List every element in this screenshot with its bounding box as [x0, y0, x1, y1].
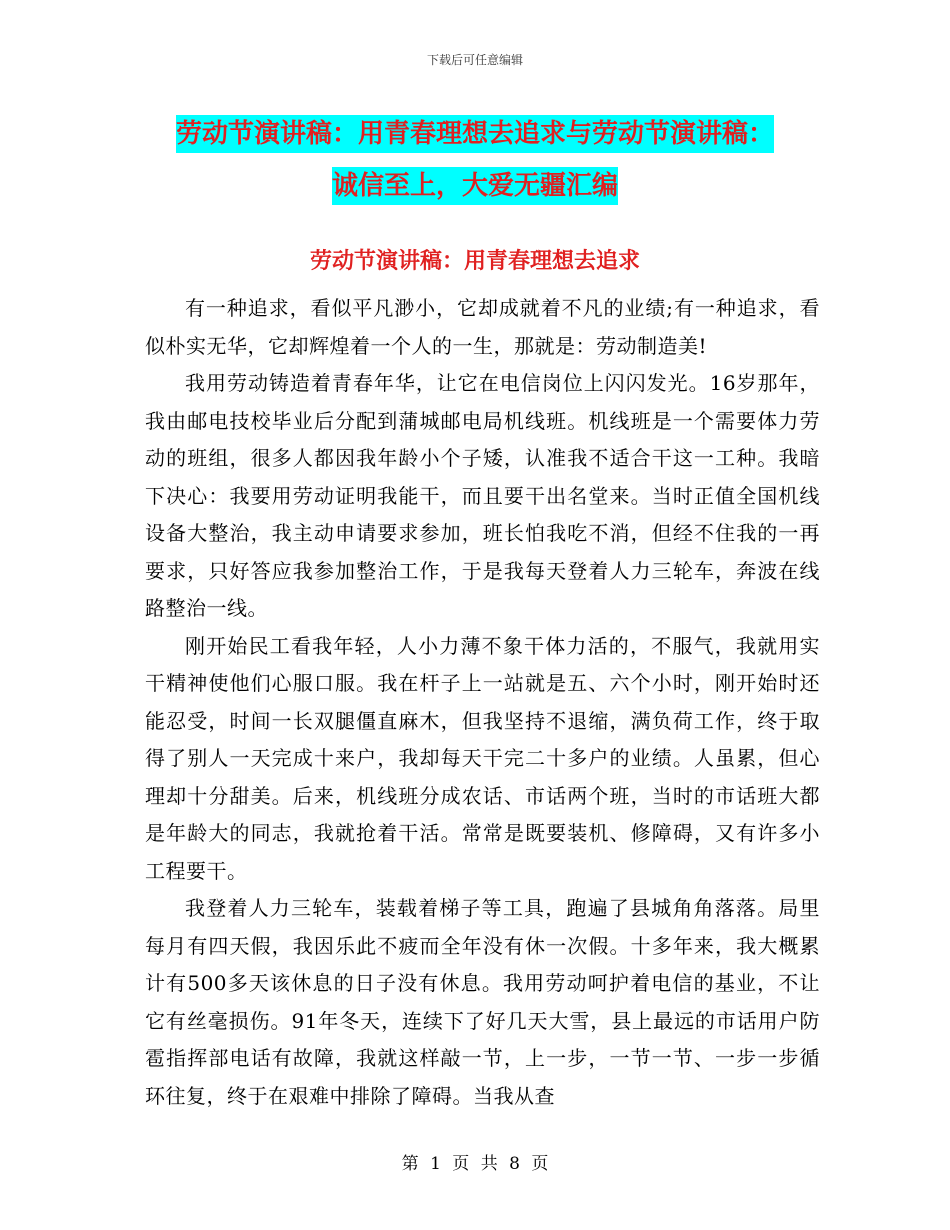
body-text [145, 290, 820, 1115]
paragraph: 有一种追求，看似平凡渺小，它却成就着不凡的业绩;有一种追求，看似朴实无华，它却辉煌着一个人的一生，那就是：劳动制造美! [145, 296, 820, 358]
section-title: 劳动节演讲稿：用青春理想去追求 [309, 249, 640, 274]
paragraph: 我登着人力三轮车，装载着梯子等工具，跑遍了县城角角落落。局里每月有四天假，我因乐此不疲而全年没有休一次假。十多年来，我大概累计有500多天该休息的日子没有休息。我用劳动呵护着电信的基业，不让它有丝毫损伤。91年冬天，连续下了好几天大雪，县上最远的市话用户防雹指挥部电话有故障，我就这样敲一节，上一步，一节一节、一步一步循环往复，终于在艰难中排除了障碍。当我从查 [145, 896, 820, 1108]
paragraph: 刚开始民工看我年轻，人小力薄不象干体力活的，不服气，我就用实干精神使他们心服口服。我在杆子上一站就是五、六个小时，刚开始时还能忍受，时间一长双腿僵直麻木，但我坚持不退缩，满负荷工作，终于取得了别人一天完成十来户，我却每天干完二十多户的业绩。人虽累，但心理却十分甜美。后来，机线班分成农话、市话两个班，当时的市话班大都是年龄大的同志，我就抢着干活。常常是既要装机、修障碍，又有许多小工程要干。 [145, 633, 820, 883]
page-number: 第 1 页 共 8 页 [401, 1154, 549, 1174]
document-title-line-2: 诚信至上，大爱无疆汇编 [332, 167, 618, 205]
document-title-line-1: 劳动节演讲稿：用青春理想去追求与劳动节演讲稿： [176, 115, 774, 153]
header-note: 下载后可任意编辑 [426, 53, 523, 67]
paragraph: 我用劳动铸造着青春年华，让它在电信岗位上闪闪发光。16岁那年，我由邮电技校毕业后分配到蒲城邮电局机线班。机线班是一个需要体力劳动的班组，很多人都因我年龄小个子矮，认准我不适合干这一工种。我暗下决心：我要用劳动证明我能干，而且要干出名堂来。当时正值全国机线设备大整治，我主动申请要求参加，班长怕我吃不消，但经不住我的一再要求，只好答应我参加整治工作，于是我每天登着人力三轮车，奔波在线路整治一线。 [145, 371, 820, 620]
document-title [0, 108, 950, 212]
